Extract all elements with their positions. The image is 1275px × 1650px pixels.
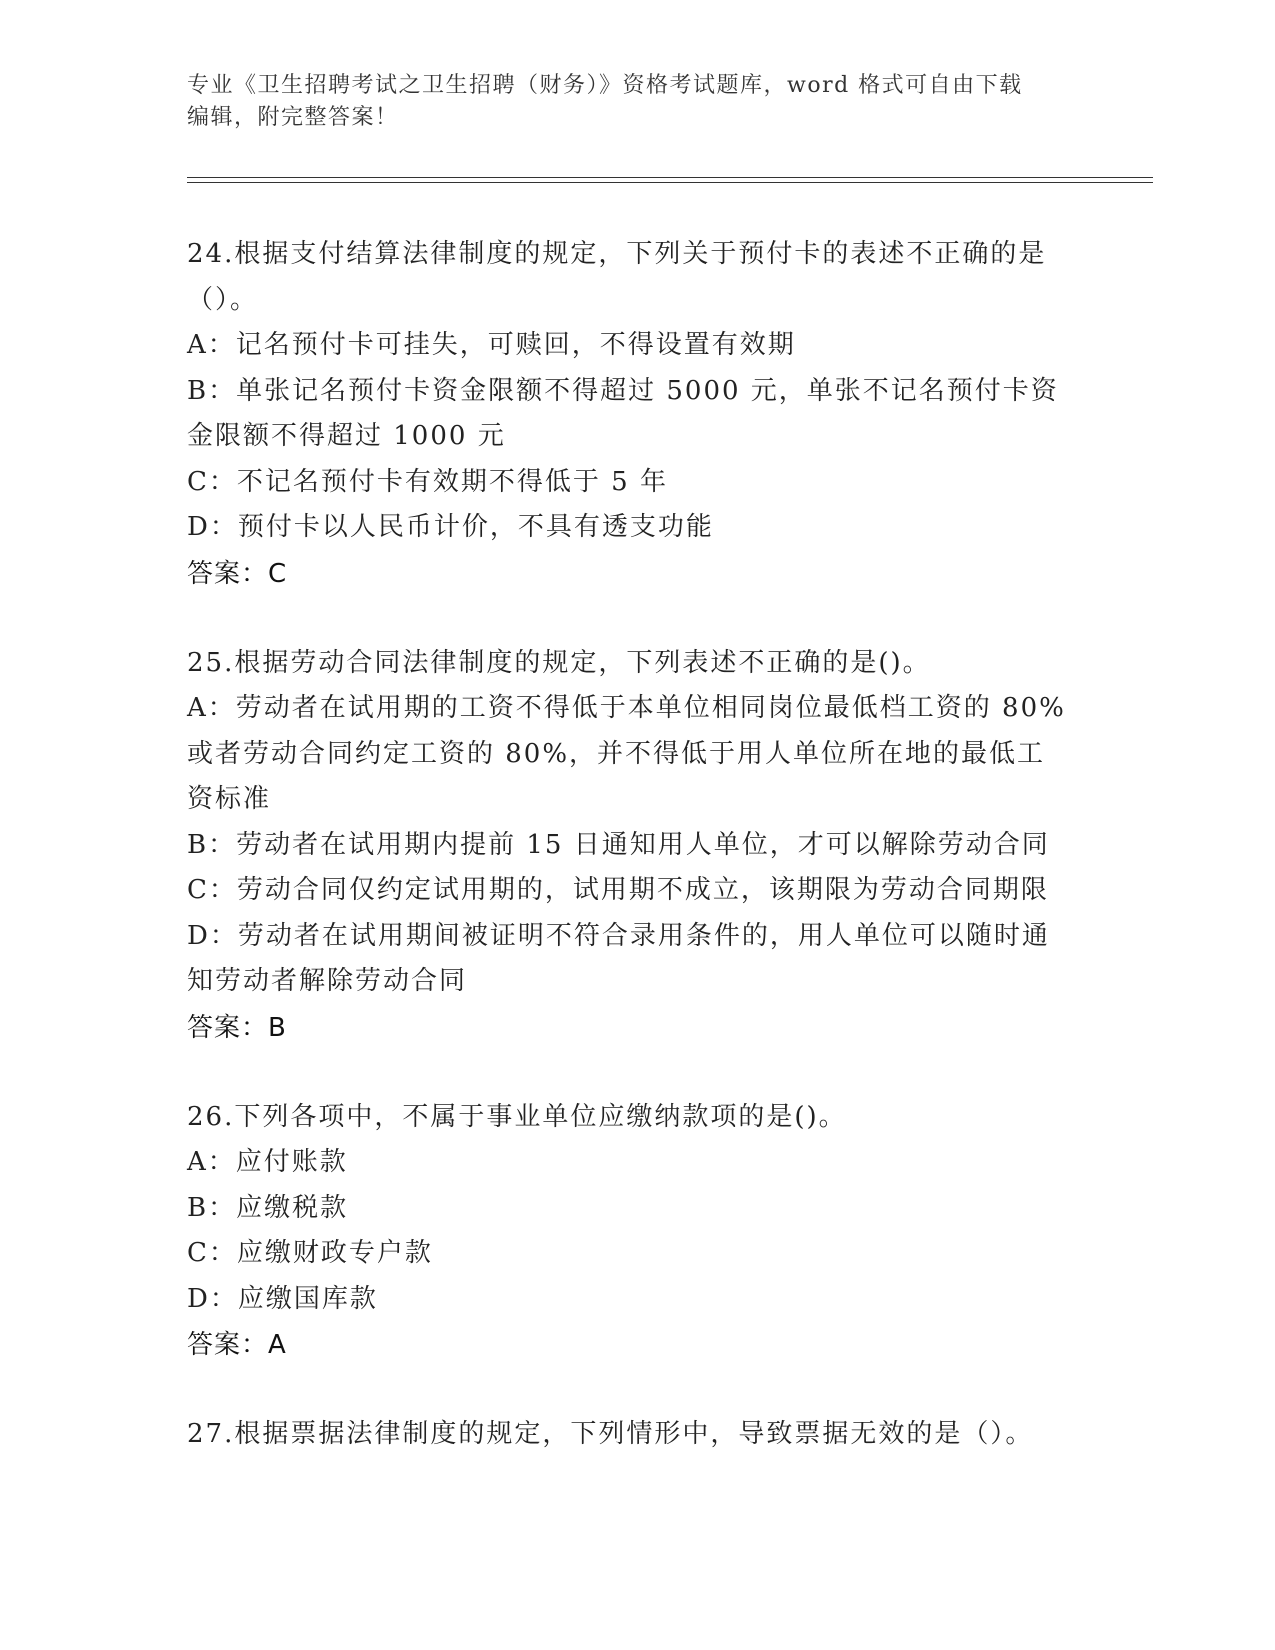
option-c: C：不记名预付卡有效期不得低于 5 年 [187,466,668,497]
option-a-continued: 或者劳动合同约定工资的 80%，并不得低于用人单位所在地的最低工 [187,738,1046,769]
question-stem: 26.下列各项中，不属于事业单位应缴纳款项的是()。 [187,1101,847,1132]
question-list [187,232,1087,1502]
option-c: C：应缴财政专户款 [187,1238,433,1268]
answer-label: 答案：C [187,558,288,589]
option-d: D：劳动者在试用期间被证明不符合录用条件的，用人单位可以随时通 [187,920,1050,951]
header-divider-bottom [187,182,1153,183]
question-stem: 27.根据票据法律制度的规定，下列情形中，导致票据无效的是（）。 [187,1419,1034,1449]
question-26 [187,1095,1087,1369]
question-stem: （）。 [187,284,259,315]
option-c: C：劳动合同仅约定试用期的，试用期不成立，该期限为劳动合同期限 [187,875,1049,905]
question-stem: 24.根据支付结算法律制度的规定，下列关于预付卡的表述不正确的是 [187,239,1047,269]
header-line-2: 编辑，附完整答案！ [187,105,399,130]
header-divider-top [187,177,1153,178]
question-24 [187,232,1087,597]
option-d-continued: 知劳动者解除劳动合同 [187,966,468,996]
option-b: B：劳动者在试用期内提前 15 日通知用人单位，才可以解除劳动合同 [187,829,1050,860]
question-27 [187,1412,1087,1458]
option-b: B：单张记名预付卡资金限额不得超过 5000 元，单张不记名预付卡资 [187,375,1059,406]
option-d: D：应缴国库款 [187,1283,378,1314]
answer-label: 答案：B [187,1012,287,1043]
option-a: A：应付账款 [187,1147,348,1177]
option-b-continued: 金限额不得超过 1000 元 [187,421,506,451]
question-25 [187,641,1087,1051]
option-a: A：记名预付卡可挂失，可赎回，不得设置有效期 [187,330,796,360]
option-d: D：预付卡以人民币计价，不具有透支功能 [187,512,714,542]
question-stem: 25.根据劳动合同法律制度的规定，下列表述不正确的是()。 [187,647,931,678]
answer-label: 答案：A [187,1330,287,1360]
document-header [187,70,1067,134]
option-a-continued: 资标准 [187,784,272,814]
option-a: A：劳动者在试用期的工资不得低于本单位相同岗位最低档工资的 80% [187,693,1066,723]
option-b: B：应缴税款 [187,1192,349,1223]
header-line-1: 专业《卫生招聘考试之卫生招聘（财务）》资格考试题库，word 格式可自由下载 [187,73,1023,98]
